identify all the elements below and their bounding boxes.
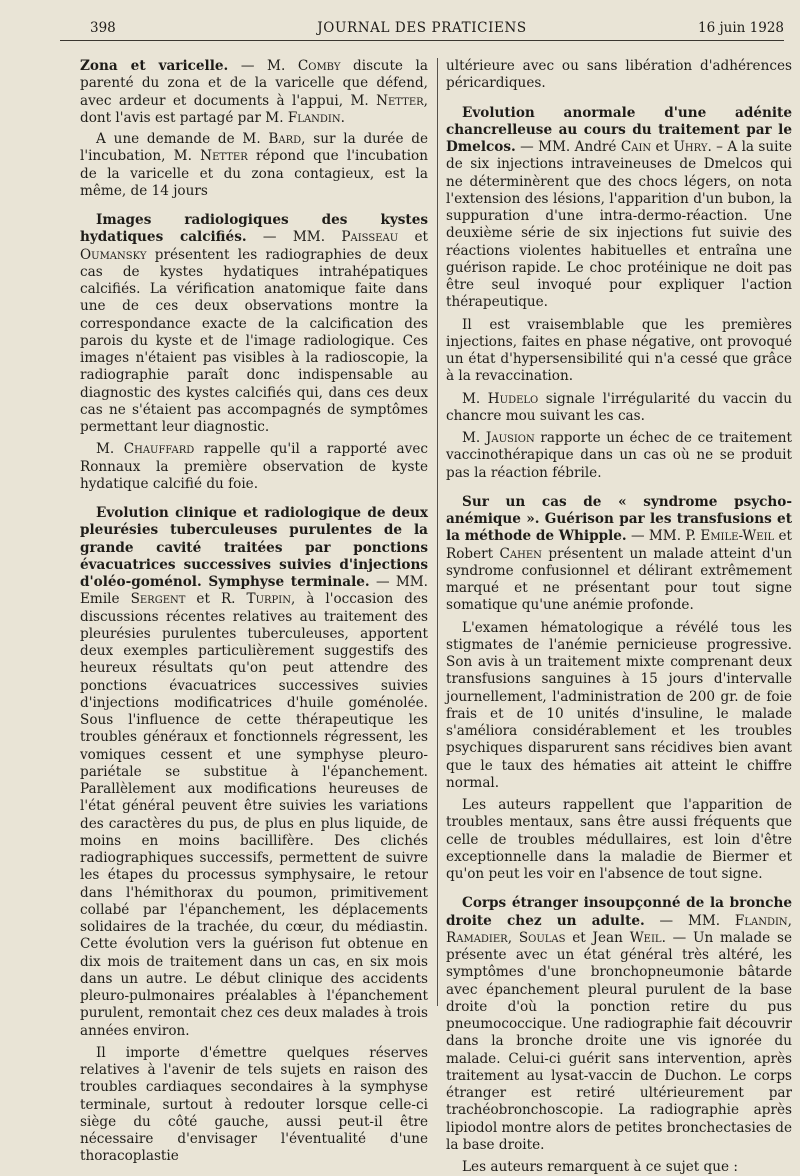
article-title: Images radiologiques des kystes hydatiques calcifiés.	[80, 212, 428, 246]
author-name: Jausion	[485, 430, 535, 446]
author-name: Comby	[297, 58, 341, 74]
article-adenite: Evolution anormale d'une adénite chancrelleuse au cours du traitement par le Dmelcos. — MM. André Cain et Uhry. – A la suite de six injections intraveineuses de Dmelcos qui ne déterminèrent que des chocs légers, on nota l'extension des lésions, l'apparition d'un bubon, la suppuration d'une intra-dermo-réaction. Une deuxième série de six injections fut suivie des réactions violentes habituelles et entraîna une guérison rapide. Le choc protéinique ne doit pas être seul invoqué pour expliquer l'action thérapeutique.	[446, 104, 792, 311]
right-column	[446, 58, 793, 1175]
author-name: Soulas	[518, 929, 566, 946]
author-name: Chauffard	[123, 441, 195, 458]
author-name: Bard	[268, 131, 302, 147]
article-psycho-anemique: Sur un cas de « syndrome psycho-anémique ». Guérison par les transfusions et la méthode de Whipple. — MM. P. Emile-Weil et Robert Cahen présentent un malade atteint d'un syndrome confusionnel et délirant extrêmement marqué et ne présentant pour tout signe somatique qu'une anémie profonde.	[446, 493, 792, 614]
paragraph: A une demande de M. Bard, sur la durée de l'incubation, M. Netter répond que l'incubation de la varicelle et du zona contagieux, est la même, de 14 jours	[80, 131, 428, 199]
paragraph: Il importe d'émettre quelques réserves relatives à l'avenir de tels sujets en raison des troubles cardiaques secondaires à la symphyse terminale, surtout à redouter lorsque celle-ci siège du côté gauche, aussi peut-il être nécessaire d'envisager l'éventualité d'une thoracoplastie	[80, 1044, 428, 1165]
article-pleuresies: Evolution clinique et radiologique de deux pleurésies tuberculeuses purulentes de la grande cavité traitées par ponctions évacuatrices successives suivies d'injections d'oléo-goménol. Symphyse terminale. — MM. Emile Sergent et R. Turpin, à l'occasion des discussions récentes relatives au traitement des pleurésies purulentes tuberculeuses, apportent deux exemples particulièrement suggestifs des heureux résultats qu'on peut attendre des ponctions évacuatrices successives suivies d'injections modificatrices d'huile goménolée. Sous l'influence de cette thérapeutique les troubles généraux et fonctionnels régressent, les vomiques cessent et une symphyse pleuro-pariétale se substitue à l'épanchement. Parallèlement aux modifications heureuses de l'état général peuvent être suivies les variations des caractères du pus, de plus en plus liquide, de moins en moins bacillifère. Des clichés radiographiques successifs, permettent de suivre les étapes du processus symphysaire, le retour dans l'hémithorax du poumon, primitivement collabé par l'épanchement, les déplacements solidaires de la trachée, du cœur, du médiastin. Cette évolution vers la guérison fut obtenue en dix mois de traitement dans un cas, en six mois dans un autre. Le début clinique des accidents pleuro-pulmonaires préalables à l'épanchement purulent, remontait chez ces deux malades à trois années environ.	[80, 505, 428, 1039]
author-name: Hudelo	[487, 390, 539, 407]
paragraph: Les auteurs remarquent à ce sujet que :	[462, 1159, 738, 1175]
author-name: Ramadier	[446, 929, 508, 946]
author-name: Flandin	[734, 912, 788, 929]
page-number: 398	[90, 20, 116, 36]
article-title: Evolution clinique et radiologique de deux pleurésies tuberculeuses purulentes de la grande cavité traitées par ponctions évacuatrices successives suivies d'injections d'oléo-goménol. Symphyse terminale.	[80, 505, 428, 590]
author-name: Turpin	[246, 591, 291, 608]
author-name: Oumansky	[80, 246, 147, 263]
author-name: Netter	[200, 148, 248, 165]
paragraph: M. Chauffard rappelle qu'il a rapporté avec Ronnaux la première observation de kyste hydatique calcifié du foie.	[80, 441, 428, 492]
article-kystes: Images radiologiques des kystes hydatiques calcifiés. — MM. Paisseau et Oumansky présentent les radiographies de deux cas de kystes hydatiques intrahépatiques calcifiés. La vérification anatomique faite dans une de ces deux observations montre la correspondance exacte de la calcification des parois du kyste et de l'image radiologique. Ces images n'étaient pas visibles à la radioscopie, la radiographie paraît donc indispensable au diagnostic des kystes calcifiés qui, dans ces deux cas ne s'étaient pas accompagnés de symptômes permettant leur diagnostic.	[80, 212, 428, 435]
paragraph: M. Hudelo signale l'irrégularité du vaccin du chancre mou suivant les cas.	[446, 390, 793, 424]
left-column	[80, 58, 428, 1165]
author-name: Cain	[620, 139, 652, 155]
journal-title: JOURNAL DES PRATICIENS	[317, 20, 527, 36]
paragraph: Les auteurs rappellent que l'apparition de troubles mentaux, sans être aussi fréquents que celle de troubles médullaires, est loin d'être exceptionnelle dans la maladie de Biermer et qu'on peut les voir en l'absence de tout signe.	[446, 797, 792, 882]
issue-date: 16 juin 1928	[697, 20, 784, 36]
author-name: Flandin	[287, 109, 341, 126]
article-title: Corps étranger insoupçonné de la bronche droite chez un adulte.	[446, 895, 792, 929]
paragraph: L'examen hématologique a révélé tous les stigmates de l'anémie pernicieuse progressive. Son avis à un traitement mixte comprenant deux transfusions sanguines à 15 jours d'intervalle journellement, l'administration de 200 gr. de foie frais et de 10 unités d'insuline, le malade s'améliora considérablement et les troubles psychiques disparurent sans récidives bien avant que le taux des hématies ait atteint le chiffre normal.	[446, 619, 792, 791]
article-zona: Zona et varicelle. — M. Comby discute la parenté du zona et de la varicelle que défend, avec ardeur et documents à l'appui, M. Netter, dont l'avis est partagé par M. Flandin.	[80, 58, 428, 126]
paragraph: M. Jausion rapporte un échec de ce traitement vaccinothérapique dans un cas où ne se produit pas la réaction fébrile.	[446, 430, 792, 481]
article-title: Evolution anormale d'une adénite chancrelleuse au cours du traitement par le Dmelcos.	[446, 104, 792, 155]
article-title: Zona et varicelle.	[80, 58, 229, 74]
article-title: Sur un cas de « syndrome psycho-anémique ». Guérison par les transfusions et la méthode de Whipple.	[446, 493, 792, 545]
author-name: Netter	[376, 92, 424, 109]
author-name: Sergent	[130, 591, 186, 608]
author-name: Paisseau	[341, 229, 399, 246]
author-name: Cahen	[499, 545, 542, 562]
paragraph-continued: ultérieure avec ou sans libération d'adhérences péricardiques.	[446, 58, 792, 92]
paragraph: Il est vraisemblable que les premières injections, faites en phase négative, ont provoqué un état d'hypersensibilité qui n'a cessé que grâce à la revaccination.	[446, 316, 792, 385]
author-name: Emile-Weil	[700, 528, 775, 545]
article-corps-etranger: Corps étranger insoupçonné de la bronche droite chez un adulte. — MM. Flandin, Ramadier, Soulas et Jean Weil. — Un malade se présente avec un état général très altéré, les symptômes d'une bronchopneumonie bâtarde avec épanchement pleural purulent de la base droite d'où la ponction retire du pus pneumococcique. Une radiographie fait découvrir dans la bronche droite une vis ignorée du malade. Celui-ci guérit sans intervention, après traitement au lysat-vaccin de Duchon. Le corps étranger est retiré ultérieurement par trachéobronchoscopie. La radiographie après lipiodol montre alors de petites bronchectasies de la base droite.	[446, 895, 793, 1153]
author-name: Weil	[629, 929, 662, 946]
page-header	[60, 18, 784, 41]
author-name: Uhry	[673, 139, 708, 155]
column-divider	[437, 58, 438, 1006]
